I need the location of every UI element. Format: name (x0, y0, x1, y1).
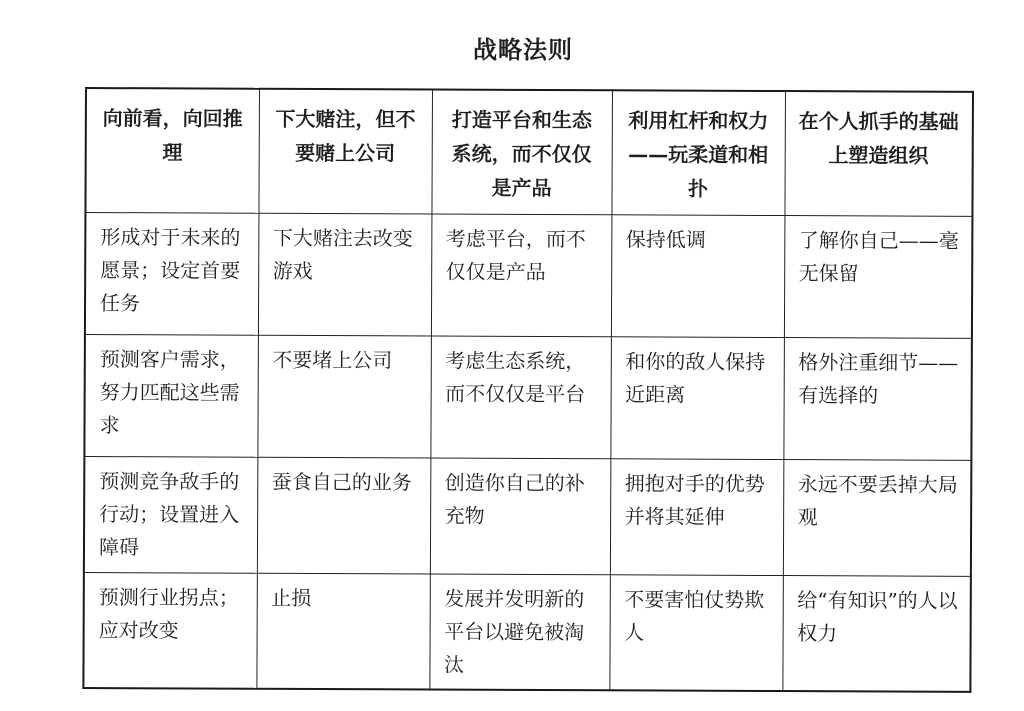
header-cell: 在个人抓手的基础上塑造组织 (784, 91, 973, 216)
table-cell: 和你的敌人保持近距离 (610, 336, 784, 459)
table-cell: 下大赌注去改变游戏 (258, 213, 432, 336)
header-cell: 向前看，向回推理 (85, 88, 259, 213)
table-cell: 考虑生态系统，而不仅仅是平台 (430, 336, 611, 459)
table-cell: 预测竞争敌手的行动；设置进入障碍 (84, 456, 258, 573)
table-row (84, 456, 971, 576)
table-cell: 预测行业拐点；应对改变 (83, 572, 257, 689)
strategy-table (82, 87, 974, 693)
strategy-table-container (82, 87, 972, 691)
table-cell: 蚕食自己的业务 (257, 457, 431, 574)
table-cell: 预测客户需求，努力匹配这些需求 (84, 334, 258, 457)
table-cell: 创造你自己的补充物 (430, 458, 611, 575)
table-row (83, 572, 970, 692)
table-cell: 止损 (256, 573, 430, 690)
header-cell: 利用杠杆和权力——玩柔道和相扑 (611, 90, 785, 215)
table-cell: 永远不要丢掉大局观 (783, 459, 972, 576)
table-cell: 不要害怕仗势欺人 (609, 574, 783, 691)
header-cell: 打造平台和生态系统，而不仅仅是产品 (431, 90, 612, 215)
table-row (85, 212, 973, 338)
table-cell: 形成对于未来的愿景；设定首要任务 (85, 212, 259, 335)
table-cell: 考虑平台，而不仅仅是产品 (431, 214, 612, 337)
page-title: 战略法则 (473, 36, 573, 64)
table-cell: 拥抱对手的优势并将其延伸 (610, 458, 784, 575)
table-cell: 给“有知识”的人以权力 (782, 575, 971, 692)
table-row (84, 334, 972, 460)
table-cell: 发展并发明新的平台以避免被淘汰 (429, 574, 610, 691)
table-cell: 保持低调 (611, 214, 785, 337)
table-header-row (85, 88, 973, 216)
table-cell: 了解你自己——毫无保留 (784, 215, 973, 338)
table-cell: 格外注重细节——有选择的 (783, 337, 972, 460)
table-cell: 不要堵上公司 (257, 335, 431, 458)
header-cell: 下大赌注，但不要赌上公司 (258, 89, 432, 214)
